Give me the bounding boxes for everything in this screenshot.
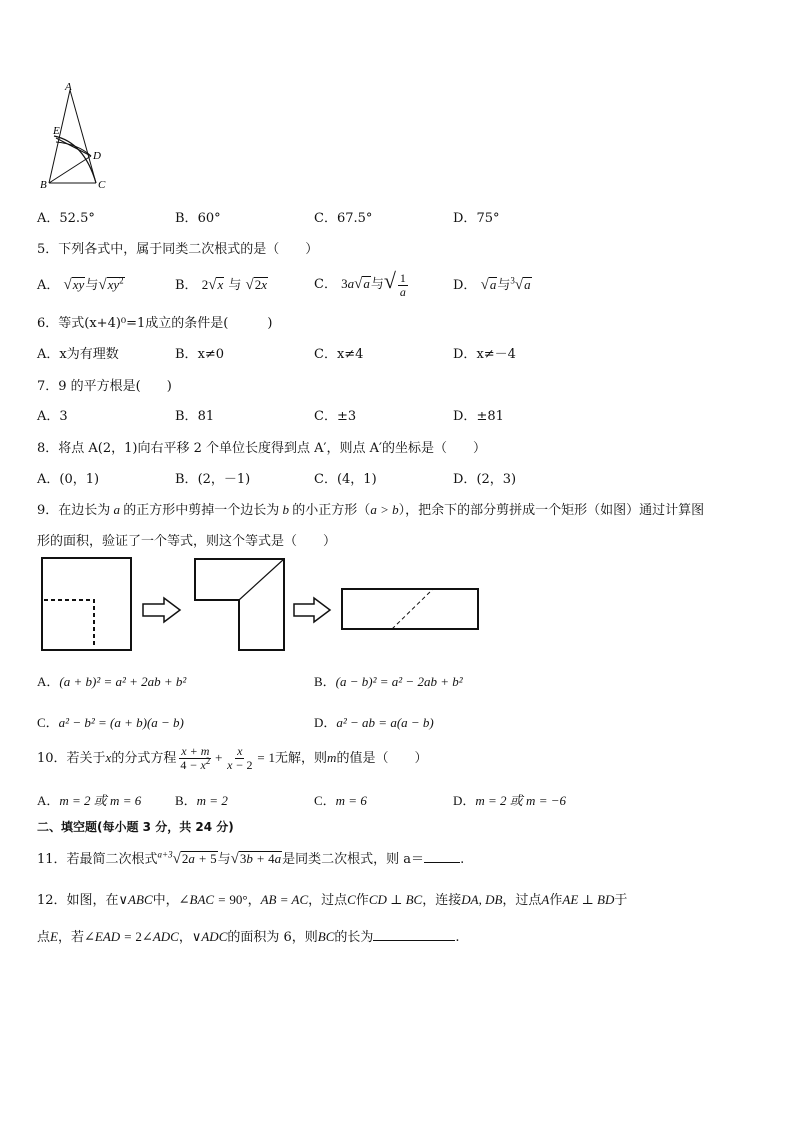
q12-line1: 12．如图，在∨ABC中，∠BAC = 90°，AB = AC，过点C作CD ⊥ BC，连接DA, DB，过点A作AE ⊥ BD于 <box>37 892 628 908</box>
q9-option-d: D．a² − ab = a(a − b) <box>314 715 434 730</box>
label-C: C <box>98 179 106 191</box>
q5-option-a: A． √xy与$√xy^2$ <box>37 275 124 293</box>
q10-option-a: A．m = 2 或 m = 6 <box>37 793 142 808</box>
q8-option-d: D．(2，3) <box>453 472 517 487</box>
q6-option-d: D．x≠－4 <box>453 347 516 362</box>
label-E: E <box>53 125 60 137</box>
q7-stem: 7．9 的平方根是( ) <box>37 379 172 394</box>
q5-option-d: D． √a与$^3$√a <box>453 275 531 293</box>
q8-stem: 8．将点 A(2，1)向右平移 2 个单位长度得到点 A′，则点 A′的坐标是（ ） <box>37 441 486 456</box>
label-D: D <box>93 150 101 162</box>
q4-option-d: D．75° <box>453 211 500 226</box>
triangle-figure <box>36 80 116 195</box>
q7-option-b: B．81 <box>175 409 215 424</box>
q7-option-d: D．±81 <box>453 409 504 424</box>
q5-option-c: C． 3a√a与√ $\frac{1}{a}$ <box>314 268 406 299</box>
q10-option-b: B．m = 2 <box>175 793 228 808</box>
q4-option-b: B．60° <box>175 211 221 226</box>
q9-option-c: C．a² − b² = (a + b)(a − b) <box>37 715 184 730</box>
q5-stem: 5．下列各式中，属于同类二次根式的是（ ） <box>37 242 319 257</box>
q10-option-c: C．m = 6 <box>314 793 367 808</box>
q11-stem: 11．若最简二次根式$^{a+3}$√2a + 5与√3b + 4a是同类二次根式，则 a＝ . <box>37 849 465 867</box>
q10-option-d: D．m = 2 或 m = −6 <box>453 793 566 808</box>
q8-option-b: B．(2，－1) <box>175 472 251 487</box>
square-cut-figure <box>40 555 482 655</box>
q12-line2: 点E，若∠EAD = 2∠ADC，∨ADC的面积为 6，则BC的长为 . <box>37 929 460 945</box>
q6-option-b: B．x≠0 <box>175 347 225 362</box>
q6-option-a: A．x为有理数 <box>37 347 119 362</box>
q6-option-c: C．x≠4 <box>314 347 364 362</box>
q9-option-a: A．(a + b)² = a² + 2ab + b² <box>37 674 187 689</box>
label-A: A <box>65 81 72 93</box>
q6-stem: 6．等式(x+4)⁰=1成立的条件是( ) <box>37 316 273 331</box>
q5-option-b: B． 2√x 与 √2x <box>175 277 268 293</box>
q4-option-c: C．67.5° <box>314 211 373 226</box>
label-B: B <box>40 179 47 191</box>
q7-option-c: C．±3 <box>314 409 357 424</box>
q8-option-c: C．(4，1) <box>314 472 377 487</box>
q9-stem-line2: 形的面积，验证了一个等式，则这个等式是（ ） <box>37 534 337 549</box>
q8-option-a: A．(0，1) <box>37 472 100 487</box>
q9-stem-line1: 9．在边长为 a 的正方形中剪掉一个边长为 b 的小正方形（a > b），把余下的部分剪拼成一个矩形（如图）通过计算图 <box>37 502 705 518</box>
q10-stem: 10．若关于x的分式方程 $\frac{x + m}{4 - x^2}$ + $\frac{x}{x - 2}$ = 1无解，则m的值是（ ） <box>37 744 428 772</box>
q9-option-b: B．(a − b)² = a² − 2ab + b² <box>314 674 463 689</box>
q4-option-a: A．52.5° <box>37 211 95 226</box>
q7-option-a: A．3 <box>37 409 68 424</box>
section-2-title: 二、填空题(每小题 3 分，共 24 分) <box>37 820 234 834</box>
